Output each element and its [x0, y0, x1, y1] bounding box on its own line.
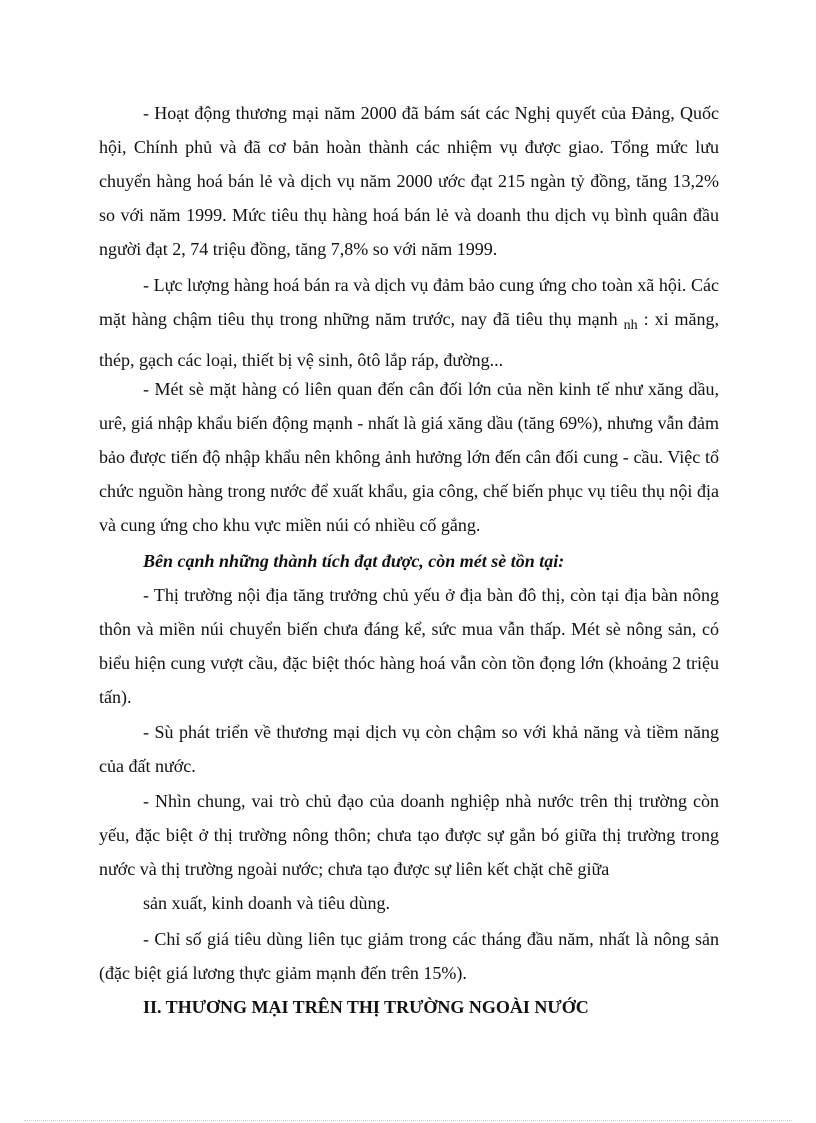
stray-fragment: nh — [623, 318, 638, 333]
paragraph-continuation-line: sản xuất, kinh doanh và tiêu dùng. — [143, 893, 390, 913]
paragraph-text: - Chỉ số giá tiêu dùng liên tục giảm trong các tháng đầu năm, nhất là nông sản (đặc biệt giá lương thực giảm mạnh đến trên 15%). — [99, 929, 719, 983]
paragraph-text: - Hoạt động thương mại năm 2000 đã bám sát các Nghị quyết của Đảng, Quốc hội, Chính phủ và đã cơ bản hoàn thành các nhiệm vụ được giao. Tổng mức lưu chuyển hàng hoá bán lẻ và dịch vụ năm 2000 ước đạt 215 ngàn tỷ đồng, tăng 13,2% so với năm 1999. Mức tiêu thụ hàng hoá bán lẻ và doanh thu dịch vụ bình quân đầu người đạt 2, 74 triệu đồng, tăng 7,8% so với năm 1999. — [99, 103, 719, 259]
section-heading-foreign-trade: II. THƯƠNG MẠI TRÊN THỊ TRƯỜNG NGOÀI NƯỚC — [143, 997, 589, 1017]
paragraph-service-development — [99, 715, 719, 783]
paragraph-domestic-market — [99, 578, 719, 714]
paragraph-balance-items — [99, 372, 719, 542]
paragraph-trade-activity-2000 — [99, 96, 719, 266]
subheading-shortcomings: Bên cạnh những thành tích đạt được, còn mét sè tồn tại: — [143, 551, 565, 571]
paragraph-text: - Mét sè mặt hàng có liên quan đến cân đối lớn của nền kinh tế như xăng dầu, urê, giá nhập khẩu biến động mạnh - nhất là giá xăng dầu (tăng 69%), nhưng vẫn đảm bảo được tiến độ nhập khẩu nên không ảnh hưởng lớn đến cân đối cung - cầu. Việc tổ chức nguồn hàng trong nước để xuất khẩu, gia công, chế biến phục vụ tiêu thụ nội địa và cung ứng cho khu vực miền núi có nhiều cố gắng. — [99, 379, 719, 535]
paragraph-goods-supply — [99, 268, 719, 377]
paragraph-text: - Nhìn chung, vai trò chủ đạo của doanh nghiệp nhà nước trên thị trường còn yếu, đặc biệt ở thị trường nông thôn; chưa tạo được sự gắn bó giữa thị trường trong nước và thị trường ngoài nước; chưa tạo được sự liên kết chặt chẽ giữa — [99, 791, 719, 879]
paragraph-text: - Lực lượng hàng hoá bán ra và dịch vụ đảm bảo cung ứng cho toàn xã hội. Các mặt hàng chậm tiêu thụ trong những năm trước, nay đã tiêu thụ mạnh — [99, 275, 719, 329]
paragraph-state-enterprise-role — [99, 784, 719, 886]
paragraph-price-index — [99, 922, 719, 990]
page-bottom-divider — [24, 1120, 792, 1121]
paragraph-text-continued: : xi măng, thép, gạch các loại, thiết bị vệ sinh, ôtô lắp ráp, đường... — [99, 309, 719, 370]
paragraph-text: - Thị trường nội địa tăng trưởng chủ yếu ở địa bàn đô thị, còn tại địa bàn nông thôn và miền núi chuyển biến chưa đáng kể, sức mua vẫn thấp. Mét sè nông sản, có biểu hiện cung vượt cầu, đặc biệt thóc hàng hoá vẫn còn tồn đọng lớn (khoảng 2 triệu tấn). — [99, 585, 719, 707]
paragraph-text: - Sù phát triển về thương mại dịch vụ còn chậm so với khả năng và tiềm năng của đất nước. — [99, 722, 719, 776]
